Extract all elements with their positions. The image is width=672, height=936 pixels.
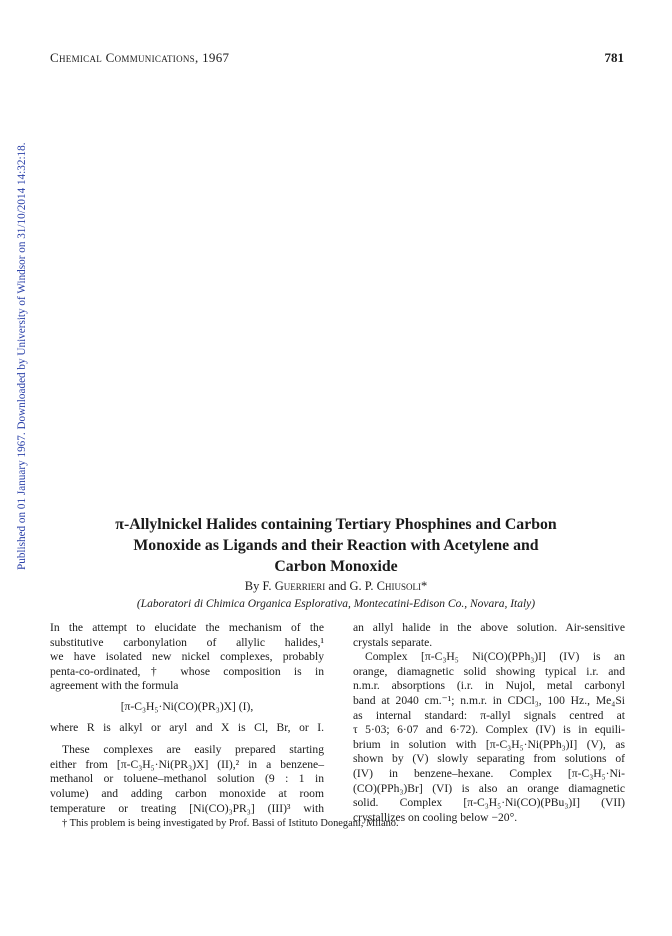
footnote: † This problem is being investigated by Prof. Bassi of Istituto Donegani, Milano. [62,818,399,829]
body-line: brium in solution with [π-C₃H₅·Ni(PPh₃)I] (V), as [353,737,625,751]
journal-name: Chemical Communications, 1967 [50,50,230,65]
body-line: agreement with the formula [50,679,179,693]
author-initials: G. P. [349,579,374,593]
body-line: either from [π-C₃H₅·Ni(PR₃)X] (II),² in a benzene– [50,757,324,771]
body-line: solid. Complex [π-C₃H₅·Ni(CO)(PBu₃)I] (VII) [353,796,625,810]
body-line: volume) and adding carbon monoxide at room [50,786,324,800]
body-line: band at 2040 cm.⁻¹; n.m.r. in CDCl₃, 100 Hz., Me₄Si [353,693,625,707]
body-line: temperature or treating [Ni(CO)₃PR₃] (III)³ with [50,801,324,815]
formula-line: [π-C₃H₅·Ni(CO)(PR₃)X] (I), [120,699,254,713]
body-line: shown by (V) slowly separating from solutions of [353,752,625,766]
title-line: Carbon Monoxide [274,558,398,575]
body-line: substitutive carbonylation of allylic halides,¹ [50,635,324,649]
body-line: penta-co-ordinated,† whose composition is in [50,664,324,678]
body-line: In the attempt to elucidate the mechanism of the [50,621,324,634]
byline-and: and [328,579,347,593]
body-line: where R is alkyl or aryl and X is Cl, Br, or I. [50,720,324,734]
running-head [50,50,624,68]
body-line: (CO)(PPh₃)Br] (VI) is also an orange diamagnetic [353,781,625,795]
author-initials: F. [262,579,272,593]
body-line: (IV) in benzene–hexane. Complex [π-C₃H₅·Ni- [353,766,625,780]
body-line: n.m.r. absorptions (i.r. in Nujol, metal carbonyl [353,679,625,693]
body-line: crystallizes on cooling below −20°. [353,810,518,824]
body-line: as internal standard: π-allyl signals centred at [353,708,625,722]
body-line: methanol or toluene–methanol solution (9 : 1 in [50,772,324,786]
page-number: 781 [604,50,624,65]
body-line: an allyl halide in the above solution. Air-sensitive [353,621,625,634]
title-line: Monoxide as Ligands and their Reaction with Acetylene and [133,537,539,554]
download-watermark-text[interactable]: Published on 01 January 1967. Downloaded by University of Windsor on 31/10/2014 14:32:18. [16,142,28,570]
body-line: Complex [π-C₃H₅ Ni(CO)(PPh₃)I] (IV) is an [365,650,625,664]
body-column-left [50,621,324,816]
body-line: These complexes are easily prepared starting [62,743,324,757]
byline-prefix: By [244,579,260,593]
body-line: τ 5·03; 6·07 and 6·72). Complex (IV) is in equili- [353,723,625,737]
affiliation: (Laboratori di Chimica Organica Esplorativa, Montecatini-Edison Co., Novara, Italy) [136,598,536,610]
body-line: we have isolated new nickel complexes, probably [50,650,324,664]
body-line: crystals separate. [353,635,433,649]
title-line: π-Allylnickel Halides containing Tertiary Phosphines and Carbon [115,516,557,533]
article-title [40,514,632,577]
download-watermark [4,142,28,570]
body-line: orange, diamagnetic solid showing typical i.r. and [353,664,625,678]
author-byline [40,579,632,594]
author-surname: Chiusoli* [376,579,428,593]
body-column-right [353,621,625,825]
author-surname: Guerrieri [274,579,326,593]
